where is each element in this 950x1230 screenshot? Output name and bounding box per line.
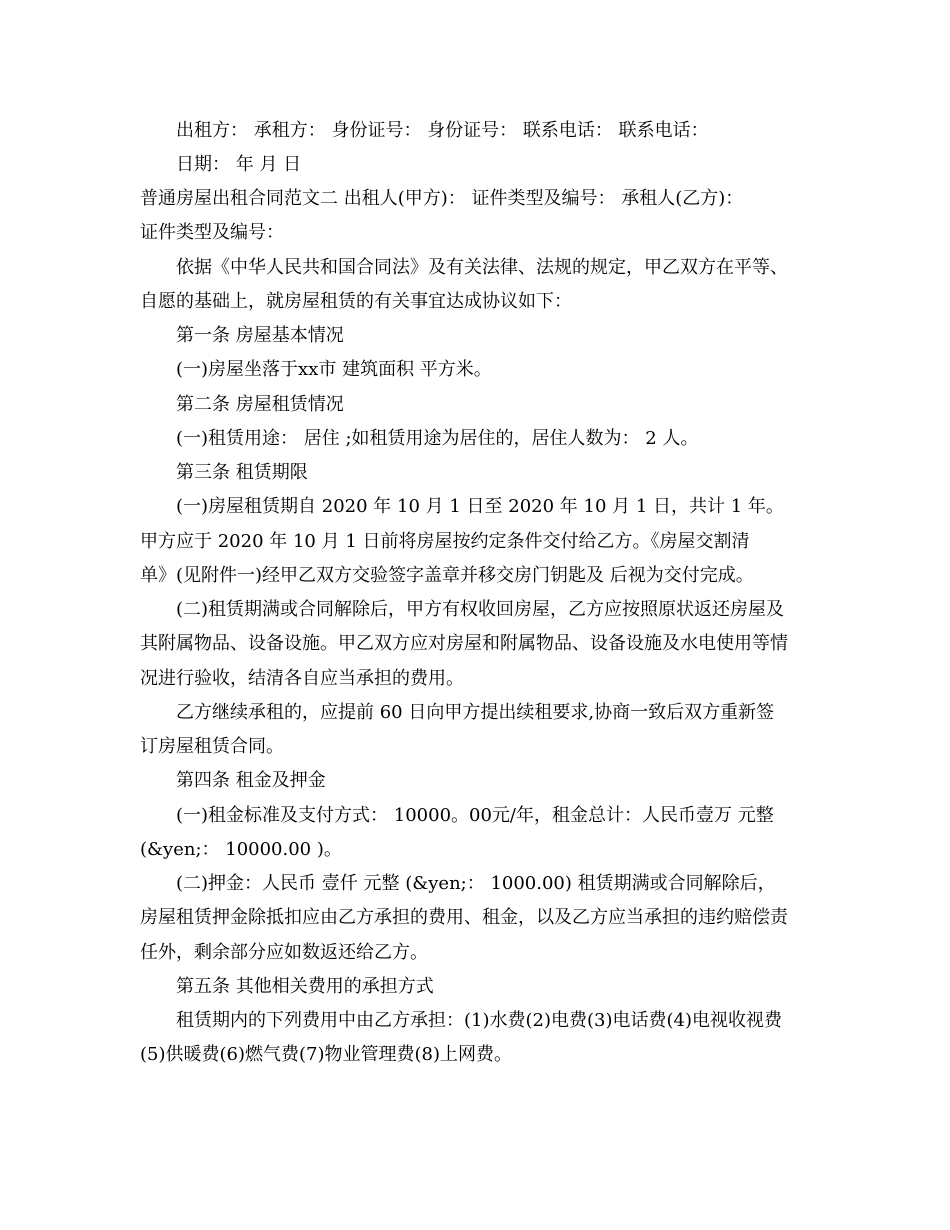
id-type-line: 证件类型及编号： bbox=[140, 222, 284, 243]
article-3-clause-1-line-3: 单》(见附件一)经甲乙双方交验签字盖章并移交房门钥匙及 后视为交付完成。 bbox=[140, 565, 754, 586]
article-5-heading: 第五条 其他相关费用的承担方式 bbox=[176, 976, 434, 997]
article-5-clause-line-2: (5)供暖费(6)燃气费(7)物业管理费(8)上网费。 bbox=[140, 1044, 512, 1065]
article-3-renewal-line-1: 乙方继续承租的，应提前 60 日向甲方提出续租要求,协商一致后双方重新签 bbox=[176, 702, 775, 723]
article-3-heading: 第三条 租赁期限 bbox=[176, 462, 308, 483]
article-4-clause-1-line-1: (一)租金标准及支付方式： 10000。00元/年，租金总计：人民币壹万 元整 bbox=[176, 805, 774, 826]
article-4-clause-2-line-2: 房屋租赁押金除抵扣应由乙方承担的费用、租金，以及乙方应当承担的违约赔偿责 bbox=[140, 907, 788, 928]
parties-signature-line: 出租方： 承租方： 身份证号： 身份证号： 联系电话： 联系电话： bbox=[176, 120, 709, 141]
article-3-clause-1-line-2: 甲方应于 2020 年 10 月 1 日前将房屋按约定条件交付给乙方。《房屋交割清 bbox=[140, 531, 750, 552]
article-1-heading: 第一条 房屋基本情况 bbox=[176, 325, 344, 346]
article-3-clause-2-line-2: 其附属物品、设备设施。甲乙双方应对房屋和附属物品、设备设施及水电使用等情 bbox=[140, 633, 788, 654]
article-2-heading: 第二条 房屋租赁情况 bbox=[176, 394, 344, 415]
article-5-clause-line-1: 租赁期内的下列费用中由乙方承担：(1)水费(2)电费(3)电话费(4)电视收视费 bbox=[176, 1010, 782, 1031]
contract-title-line: 普通房屋出租合同范文二 出租人(甲方)： 证件类型及编号： 承租人(乙方)： bbox=[140, 188, 744, 209]
article-4-heading: 第四条 租金及押金 bbox=[176, 770, 326, 791]
article-3-clause-2-line-1: (二)租赁期满或合同解除后，甲方有权收回房屋，乙方应按照原状返还房屋及 bbox=[176, 599, 785, 620]
article-2-clause-1: (一)租赁用途： 居住 ;如租赁用途为居住的，居住人数为： 2 人。 bbox=[176, 428, 699, 449]
preamble-line-1: 依据《中华人民共和国合同法》及有关法律、法规的规定，甲乙双方在平等、 bbox=[176, 257, 788, 278]
article-3-clause-2-line-3: 况进行验收，结清各自应当承担的费用。 bbox=[140, 668, 464, 689]
article-3-renewal-line-2: 订房屋租赁合同。 bbox=[140, 736, 284, 757]
article-3-clause-1-line-1: (一)房屋租赁期自 2020 年 10 月 1 日至 2020 年 10 月 1 日，共计 1 年。 bbox=[176, 496, 784, 517]
article-4-clause-2-line-3: 任外，剩余部分应如数返还给乙方。 bbox=[140, 942, 428, 963]
preamble-line-2: 自愿的基础上，就房屋租赁的有关事宜达成协议如下： bbox=[140, 291, 572, 312]
date-line: 日期： 年 月 日 bbox=[176, 154, 302, 175]
article-4-clause-2-line-1: (二)押金：人民币 壹仟 元整 (&yen;： 1000.00) 租赁期满或合同解除后， bbox=[176, 873, 776, 894]
article-1-clause-1: (一)房屋坐落于xx市 建筑面积 平方米。 bbox=[176, 359, 492, 380]
article-4-clause-1-line-2: (&yen;： 10000.00 )。 bbox=[140, 839, 342, 860]
